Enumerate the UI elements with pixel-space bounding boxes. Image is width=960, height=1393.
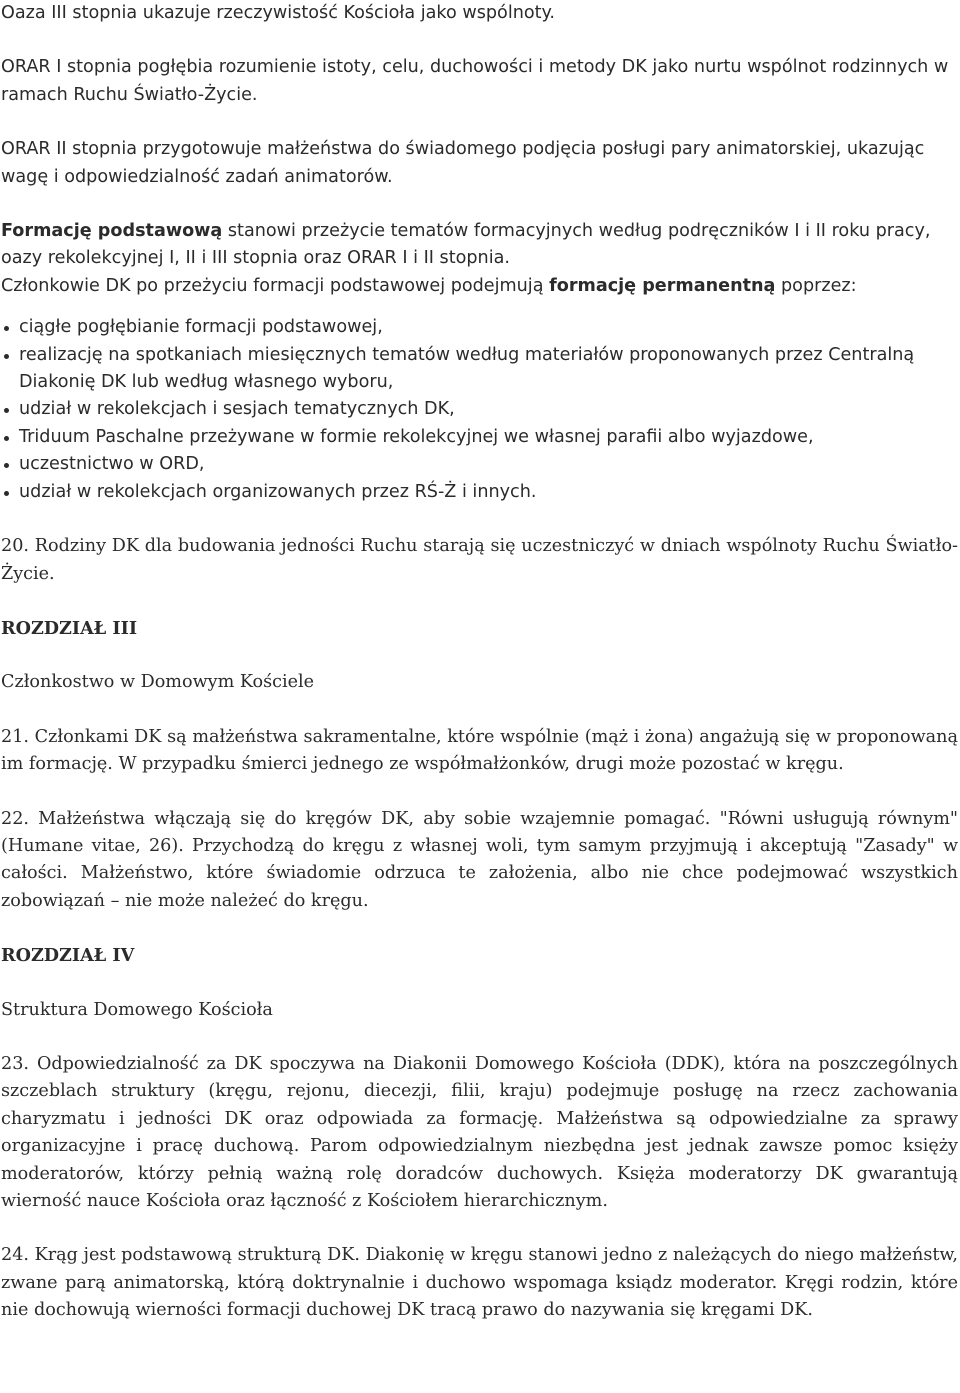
- section-20: 20. Rodziny DK dla budowania jedności Ruchu starają się uczestniczyć w dniach wspólnoty Ruchu Światło-Życie.: [1, 536, 958, 584]
- paragraph-orar-1: ORAR I stopnia pogłębia rozumienie istoty, celu, duchowości i metody DK jako nurtu wspólnot rodzinnych w ramach Ruchu Światło-Życie.: [1, 57, 949, 105]
- paragraph-basic-formation: [1, 218, 958, 273]
- list-item: Triduum Paschalne przeżywane w formie rekolekcyjnej we własnej parafii albo wyjazdowe,: [19, 424, 958, 451]
- chapter-4-title: Struktura Domowego Kościoła: [1, 999, 273, 1020]
- paragraph-permanent-formation: [1, 273, 958, 300]
- chapter-3-title: Członkostwo w Domowym Kościele: [1, 672, 315, 693]
- chapter-3-heading: ROZDZIAŁ III: [1, 617, 138, 639]
- permanent-formation-bold: formację permanentną: [549, 275, 776, 296]
- list-item: udział w rekolekcjach organizowanych przez RŚ-Ż i innych.: [19, 479, 958, 506]
- list-item: realizację na spotkaniach miesięcznych tematów według materiałów proponowanych przez Centralną Diakonię DK lub według własnego wyboru,: [19, 342, 958, 397]
- permanent-formation-start: Członkowie DK po przeżyciu formacji podstawowej podejmują: [1, 275, 550, 296]
- permanent-formation-end: poprzez:: [775, 275, 857, 296]
- formation-bullet-list: [1, 314, 958, 506]
- list-item: ciągłe pogłębianie formacji podstawowej,: [19, 314, 958, 341]
- chapter-4-heading: ROZDZIAŁ IV: [1, 945, 135, 967]
- section-22: 22. Małżeństwa włączają się do kręgów DK, aby sobie wzajemnie pomagać. "Równi usługują równym" (Humane vitae, 26). Przychodzą do kręgu z własnej woli, tym samym przyjmują i akceptują "Zasady" w całości. Małżeństwo, które świadomie odrzuca te założenia, albo nie chce podejmować wszystkich zobowiązań – nie może należeć do kręgu.: [1, 808, 958, 911]
- basic-formation-bold: Formację podstawową: [1, 221, 223, 242]
- paragraph-orar-2: ORAR II stopnia przygotowuje małżeństwa do świadomego podjęcia posługi pary animatorskiej, ukazując wagę i odpowiedzialność zadań animatorów.: [1, 139, 925, 187]
- paragraph-oaza-3: Oaza III stopnia ukazuje rzeczywistość Kościoła jako wspólnoty.: [1, 3, 556, 23]
- section-24: 24. Krąg jest podstawową strukturą DK. Diakonię w kręgu stanowi jedno z należących do niego małżeństw, zwane parą animatorską, którą doktrynalnie i duchowo wspomaga ksiądz moderator. Kręgi rodzin, które nie dochowują wierności formacji duchowej DK tracą prawo do nazywania się kręgami DK.: [1, 1245, 958, 1321]
- list-item: uczestnictwo w ORD,: [19, 451, 958, 478]
- section-21: 21. Członkami DK są małżeństwa sakramentalne, które wspólnie (mąż i żona) angażują się w proponowaną im formację. W przypadku śmierci jednego ze współmałżonków, drugi może pozostać w kręgu.: [1, 726, 958, 775]
- basic-formation-text: stanowi przeżycie tematów formacyjnych według podręczników I i II roku pracy, oazy rekolekcyjnej I, II i III stopnia oraz ORAR I i II stopnia.: [1, 221, 931, 269]
- list-item: udział w rekolekcjach i sesjach tematycznych DK,: [19, 396, 958, 423]
- section-23: 23. Odpowiedzialność za DK spoczywa na Diakonii Domowego Kościoła (DDK), która na poszczególnych szczeblach struktury (kręgu, rejonu, diecezji, filii, kraju) podejmuje posługę na rzecz zachowania charyzmatu i jedności DK oraz odpowiada za formację. Małżeństwa są odpowiedzialne za sprawy organizacyjne i pracę duchową. Parom odpowiedzialnym niezbędna jest jednak zawsze pomoc księży moderatorów, którzy pełnią ważną rolę doradców duchowych. Księża moderatorzy DK gwarantują wierność nauce Kościoła oraz łączność z Kościołem hierarchicznym.: [1, 1053, 958, 1211]
